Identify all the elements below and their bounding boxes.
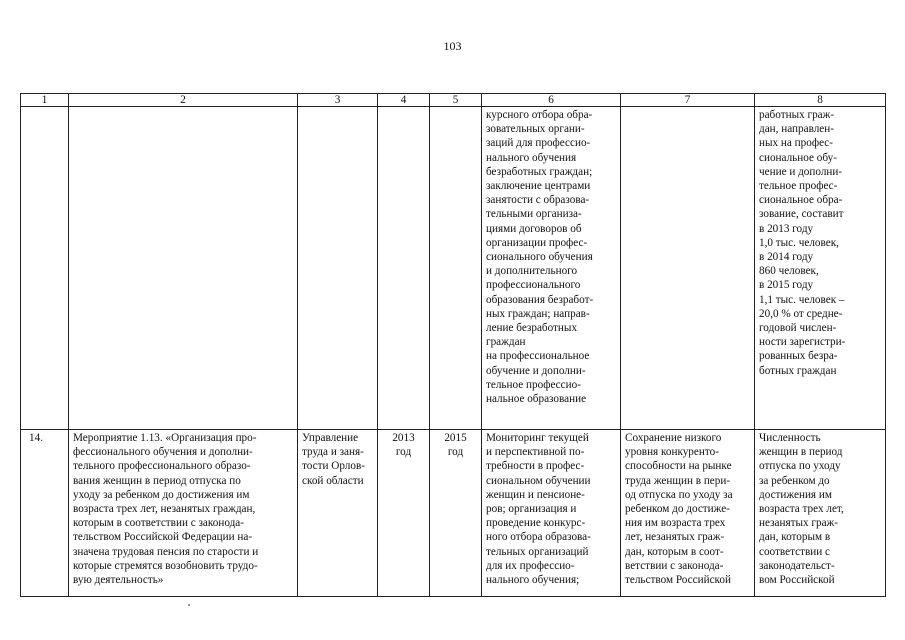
cell-text-line: тельными организа- [486, 208, 582, 221]
column-number-cell: 3 [298, 94, 378, 107]
cell-text-line: в 2013 году [759, 222, 814, 235]
cell-start-year [378, 107, 430, 430]
cell-text-line: ных граждан; направ- [486, 307, 590, 320]
cell-content [482, 107, 621, 430]
cell-text-line: способности на рынке [625, 460, 732, 473]
cell-text-line: год [447, 446, 464, 459]
cell-indicator [755, 430, 886, 597]
cell-text-line: вания женщин в период отпуска по [73, 474, 241, 487]
cell-text-line: ности зарегистри- [759, 336, 846, 349]
cell-text-line: 2013 [392, 432, 415, 444]
cell-text-line: ление безработных [486, 322, 578, 335]
cell-text-line: ния им возраста трех [625, 517, 726, 530]
cell-text-line: в 2014 году [759, 251, 814, 264]
column-number-cell: 6 [482, 94, 621, 107]
cell-text-line: ребенком до достиже- [625, 503, 730, 516]
cell-text-line: образования безработ- [486, 293, 594, 306]
cell-text-line: тельное профессио- [486, 378, 581, 391]
cell-text-line: организации профес- [486, 236, 588, 249]
cell-text-line: годовой числен- [759, 322, 837, 335]
cell-text-line: требности в профес- [486, 460, 585, 473]
cell-text-line: ветствии с законода- [625, 559, 724, 572]
cell-text-line: значена трудовая пенсия по старости и [73, 545, 259, 558]
cell-text-line: на профессиональное [486, 350, 590, 363]
cell-text-line: уровня конкуренто- [625, 446, 719, 459]
cell-text-line: тости Орлов- [302, 460, 365, 473]
cell-text-line: 860 человек, [759, 265, 819, 278]
cell-text-line: труда и заня- [302, 446, 364, 459]
cell-text-line: 2015 [444, 432, 467, 444]
cell-number: 14. [21, 430, 69, 597]
cell-text-line: 20,0 % от средне- [759, 307, 843, 320]
cell-text-line: Мероприятие 1.13. «Организация про- [73, 432, 257, 444]
cell-activity-name [69, 107, 298, 430]
cell-end-year [430, 430, 482, 597]
cell-text-line: заключение центрами [486, 180, 591, 193]
cell-executor [298, 430, 378, 597]
column-number-cell: 2 [69, 94, 298, 107]
cell-text-line: нального обучения; [486, 574, 580, 587]
cell-text-line: соответствии с [759, 545, 830, 558]
cell-text-line: лет, незанятых граж- [625, 531, 725, 544]
cell-text-line: проведение конкурс- [486, 517, 586, 530]
cell-text-line: курсного отбора обра- [486, 109, 593, 121]
cell-end-year [430, 107, 482, 430]
cell-text-line: сиональном обучении [486, 474, 591, 487]
cell-text-line: ботных граждан [759, 364, 837, 377]
cell-text-line: чение и дополни- [759, 165, 843, 178]
cell-activity-name [69, 430, 298, 597]
cell-text-line: которым в соответствии с законода- [73, 517, 244, 530]
cell-text-line: нального обучения [486, 151, 577, 164]
cell-text-line: возраста трех лет, [759, 503, 844, 516]
table-row-continued [21, 107, 886, 430]
cell-executor [298, 107, 378, 430]
column-number-cell: 5 [430, 94, 482, 107]
cell-text-line: циями договоров об [486, 222, 582, 235]
cell-consequences [621, 107, 755, 430]
cell-text-line: для их профессио- [486, 559, 575, 572]
cell-text-line: нальное образование [486, 393, 587, 406]
cell-text-line: сиональное обра- [759, 194, 843, 207]
cell-text-line: безработных граждан; [486, 165, 593, 178]
cell-text-line: тельное профес- [759, 180, 838, 193]
cell-text-line: дан, которым в соот- [625, 545, 724, 558]
cell-text-line: женщин в период [759, 446, 843, 459]
cell-content [482, 430, 621, 597]
cell-text-line: ров; организация и [486, 503, 577, 516]
cell-text-line: заций для профессио- [486, 137, 591, 150]
cell-text-line: ных на профес- [759, 137, 834, 150]
cell-text-line: рованных безра- [759, 350, 838, 363]
cell-text-line: обучение и дополни- [486, 364, 586, 377]
cell-text-line: Мониторинг текущей [486, 432, 589, 444]
cell-text-line: вом Российской [759, 574, 835, 587]
cell-text-line: труда женщин в пери- [625, 474, 731, 487]
cell-text-line: зование, составит [759, 208, 844, 221]
column-number-header-row [21, 94, 886, 107]
cell-text-line: сионального обучения [486, 251, 593, 264]
cell-text-line: зовательных органи- [486, 123, 585, 136]
cell-text-line: ской области [302, 474, 364, 487]
program-activities-table [20, 93, 886, 597]
cell-text-line: отпуска по уходу [759, 460, 841, 473]
cell-text-line: профессионального [486, 279, 581, 292]
cell-text-line: од отпуска по уходу за [625, 488, 733, 501]
cell-text-line: возраста трех лет, незанятых граждан, [73, 503, 256, 516]
cell-text-line: тельством Российской [625, 574, 731, 587]
cell-text-line: достижения им [759, 488, 832, 501]
cell-text-line: Управление [302, 432, 359, 444]
cell-text-line: законодательст- [759, 559, 835, 572]
column-number-cell: 8 [755, 94, 886, 107]
cell-text-line: Численность [759, 432, 821, 444]
cell-text-line: и перспективной по- [486, 446, 585, 459]
cell-text-line: и дополнительного [486, 265, 578, 278]
cell-text-line: фессионального обучения и дополни- [73, 446, 253, 459]
cell-consequences [621, 430, 755, 597]
column-number-cell: 1 [21, 94, 69, 107]
cell-text-line: год [395, 446, 412, 459]
cell-text-line: дан, которым в [759, 531, 831, 544]
cell-text-line: ного отбора образова- [486, 531, 591, 544]
table-row-activity-14 [21, 430, 886, 597]
cell-text-line: незанятых граж- [759, 517, 839, 530]
cell-text-line: тельством Российской Федерации на- [73, 531, 253, 544]
cell-text-line: в 2015 году [759, 279, 814, 292]
cell-text-line: тельных организаций [486, 545, 589, 558]
cell-text-line: занятости с образова- [486, 194, 590, 207]
cell-text-line: сиональное обу- [759, 151, 837, 164]
cell-text-line: вую деятельность» [73, 574, 164, 587]
cell-text-line: женщин и пенсионе- [486, 488, 585, 501]
cell-text-line: работных граж- [759, 109, 835, 121]
cell-text-line: тельного профессионального образо- [73, 460, 251, 473]
column-number-cell: 4 [378, 94, 430, 107]
cell-text-line: за ребенком до [759, 474, 830, 487]
cell-text-line: которые стремятся возобновить трудо- [73, 559, 258, 572]
cell-text-line: 1,0 тыс. человек, [759, 236, 839, 249]
page-number: 103 [443, 39, 462, 53]
cell-text-line: 1,1 тыс. человек – [759, 293, 845, 306]
cell-number [21, 107, 69, 430]
column-number-cell: 7 [621, 94, 755, 107]
cell-indicator [755, 107, 886, 430]
cell-text-line: граждан [486, 336, 526, 349]
cell-start-year [378, 430, 430, 597]
cell-text-line: Сохранение низкого [625, 432, 722, 444]
scan-speck [188, 604, 190, 606]
cell-text-line: уходу за ребенком до достижения им [73, 488, 250, 501]
cell-text-line: дан, направлен- [759, 123, 834, 136]
